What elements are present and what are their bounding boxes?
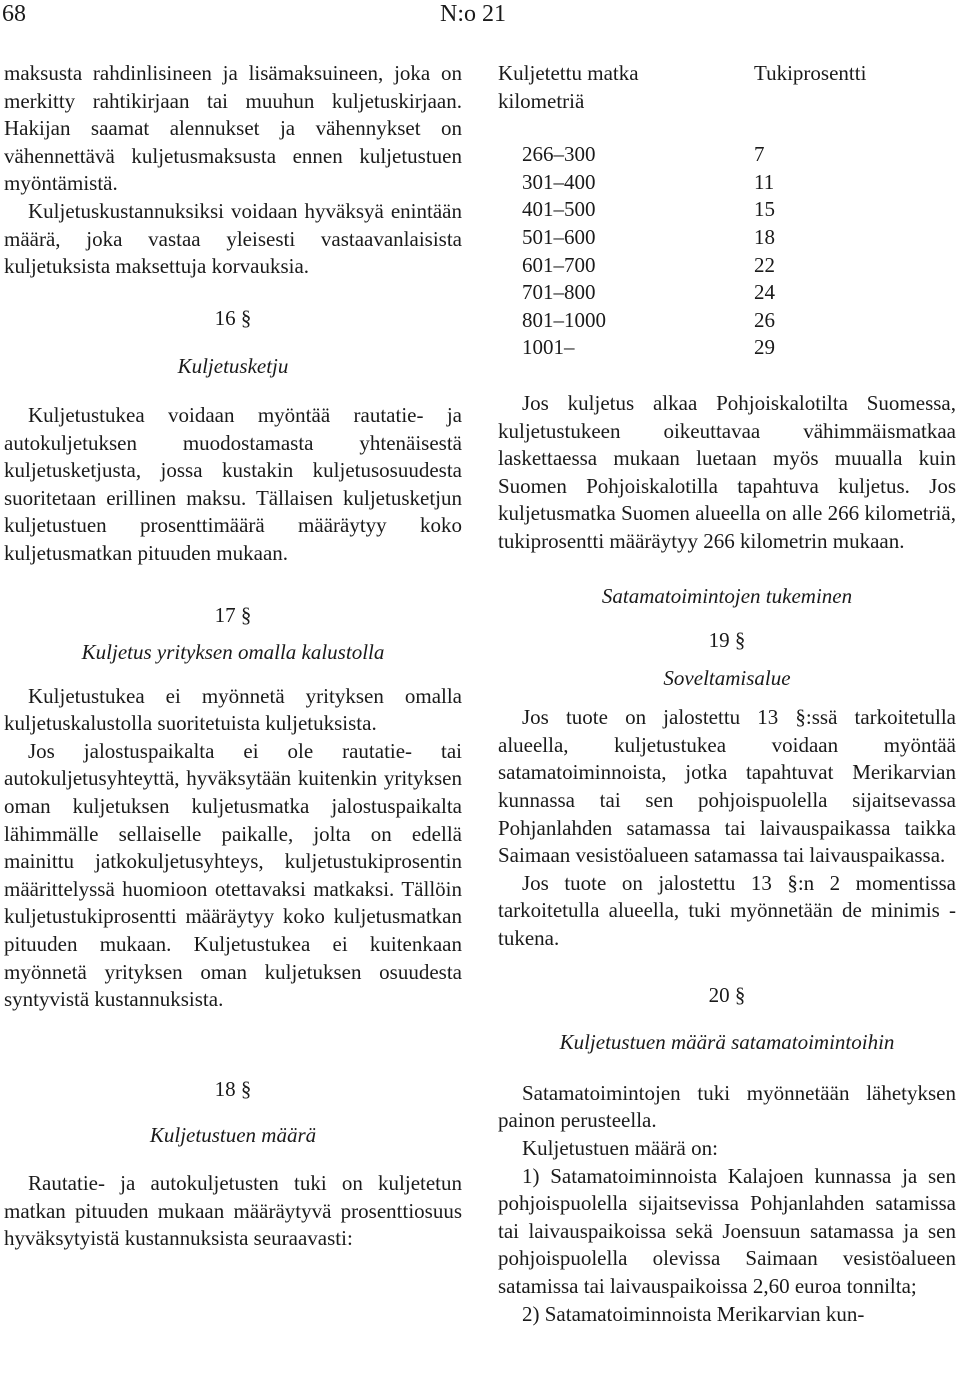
percentage-cell: 11 (754, 169, 775, 194)
table-row (498, 307, 866, 335)
distance-cell: 801–1000 (522, 307, 606, 332)
section-20-paragraph: Kuljetustuen määrä on: (522, 1136, 718, 1160)
chapter-heading: Satamatoimintojen tukeminen (601, 583, 853, 608)
table-row (498, 224, 866, 252)
distance-cell: 301–400 (522, 169, 596, 194)
section-17-heading: Kuljetus yrityksen omalla kalustolla (81, 640, 385, 665)
right-column (498, 60, 956, 1328)
section-18-heading: Kuljetustuen määrä (149, 1123, 317, 1148)
section-19-paragraph: Jos tuote on jalostettu 13 §:n 2 momentissa tarkoitetulla alueella, tuki myönnetään de minimis -tukena. (498, 870, 956, 951)
distance-cell: 266–300 (522, 142, 596, 167)
section-19-paragraph: Jos tuote on jalostettu 13 §:ssä tarkoitetulla alueella, kuljetustukea voidaan myöntää satamatoiminnoista, jotka tapahtuvat Merikarvian kunnassa tai sen pohjoispuolella sijaitsevassa Pohjanlahden satamassa tai laivauspaikassa taikka Saimaan vesistöalueen satamassa tai laivauspaikassa. (498, 705, 956, 868)
section-19-number: 19 § (708, 628, 746, 653)
table-note-paragraph: Jos kuljetus alkaa Pohjoiskalotilta Suomessa, kuljetustukeen oikeuttavaa vähimmäismatkaa laskettaessa mukaan luetaan myös muualla kuin Suomen Pohjoiskalotilla tapahtuva kuljetus. Jos kuljetusmatka Suomen alueella on alle 266 kilometriä, tukiprosentti määräytyy 266 kilometrin mukaan. (498, 390, 956, 553)
page-number: 68 (2, 1, 26, 27)
distance-cell: 701–800 (522, 280, 596, 305)
section-16-paragraph: Kuljetustukea voidaan myöntää rautatie- ja autokuljetuksen muodostamasta yhtenäisestä kuljetusketjusta, jossa kustakin kuljetusosuudesta suoritetaan erillinen maksu. Tällaisen kuljetusketjun kuljetustuen prosenttimäärä määräytyy koko kuljetusmatkan pituuden mukaan. (4, 402, 462, 565)
percentage-cell: 22 (754, 252, 775, 277)
table-row (498, 334, 866, 362)
section-17-paragraph: Kuljetustukea ei myönnetä yrityksen omalla kuljetuskalustolla suoritetuista kuljetuksista. (4, 683, 462, 736)
section-20-heading: Kuljetustuen määrä satamatoimintoihin (559, 1030, 895, 1055)
section-16-heading: Kuljetusketju (177, 354, 289, 379)
table-row (498, 169, 866, 197)
table-row (498, 196, 866, 224)
left-column (4, 60, 462, 1253)
issue-number: N:o 21 (440, 1, 506, 27)
distance-cell: 1001– (522, 335, 575, 360)
percentage-cell: 29 (754, 335, 775, 360)
percentage-cell: 24 (754, 280, 775, 305)
section-20-paragraph: 2) Satamatoiminnoista Merikarvian kun- (522, 1301, 865, 1326)
section-20-paragraph: 1) Satamatoiminnoista Kalajoen kunnassa ja sen pohjoispuolella sijaitsevissa Pohjanlahden satamissa tai laivauspaikoissa sekä Joensuun satamassa ja sen pohjoispuolella olevissa Saimaan vesistöalueen satamissa tai laivauspaikoissa 2,60 euroa tonnilta; (498, 1163, 956, 1298)
percentage-cell: 18 (754, 224, 775, 249)
section-18-number: 18 § (214, 1076, 252, 1101)
section-18-paragraph: Rautatie- ja autokuljetusten tuki on kuljetetun matkan pituuden mukaan määräytyvä prosenttiosuus hyväksytyistä kustannuksista seuraavasti: (4, 1171, 462, 1251)
support-percentage-table (498, 60, 866, 362)
table-row (498, 279, 866, 307)
section-17-paragraph: Jos jalostuspaikalta ei ole rautatie- tai autokuljetusyhteyttä, hyväksytään kuitenkin yrityksen oman kuljetuksen kuljetusmatka jalostuspaikalta lähimmälle sellaiselle paikalle, jolta on edellä mainittu jatkokuljetusyhteys, kuljetustukiprosentin määrittelyssä huomioon otettavaksi matkaksi. Tällöin kuljetustukiprosentti määräytyy koko kuljetusmatkan pituuden mukaan. Kuljetustukea ei kuitenkaan myönnetä yrityksen oman kuljetuksen osuudesta syntyvistä kustannuksista. (4, 738, 462, 1012)
distance-cell: 601–700 (522, 252, 596, 277)
section-19-heading: Soveltamisalue (663, 665, 791, 690)
column-header-distance-line2: kilometriä (498, 88, 585, 113)
table-row (498, 141, 866, 169)
distance-cell: 401–500 (522, 197, 596, 222)
column-header-distance (498, 60, 754, 115)
section-16-number: 16 § (214, 305, 252, 330)
percentage-cell: 26 (754, 307, 775, 332)
table-header-row (498, 60, 866, 115)
section-17-number: 17 § (214, 602, 252, 627)
section-20-number: 20 § (708, 982, 746, 1007)
column-header-percentage: Tukiprosentti (754, 61, 867, 85)
distance-cell: 501–600 (522, 224, 596, 249)
intro-paragraph: maksusta rahdinlisineen ja lisämaksuineen, joka on merkitty rahtikirjaan tai muuhun kuljetuskirjaan. Hakijan saamat alennukset ja vähennykset on vähennettävä kuljetusmaksusta ennen kuljetustuen myöntämistä. (4, 61, 462, 196)
intro-paragraph: Kuljetuskustannuksiksi voidaan hyväksyä enintään määrä, joka vastaa yleisesti vastaavanlaisista kuljetuksista maksettuja korvauksia. (4, 198, 462, 279)
column-header-distance-line1: Kuljetettu matka (498, 61, 639, 85)
table-row (498, 252, 866, 280)
percentage-cell: 15 (754, 197, 775, 222)
section-20-paragraph: Satamatoimintojen tuki myönnetään lähetyksen painon perusteella. (498, 1080, 956, 1133)
percentage-cell: 7 (754, 142, 765, 167)
